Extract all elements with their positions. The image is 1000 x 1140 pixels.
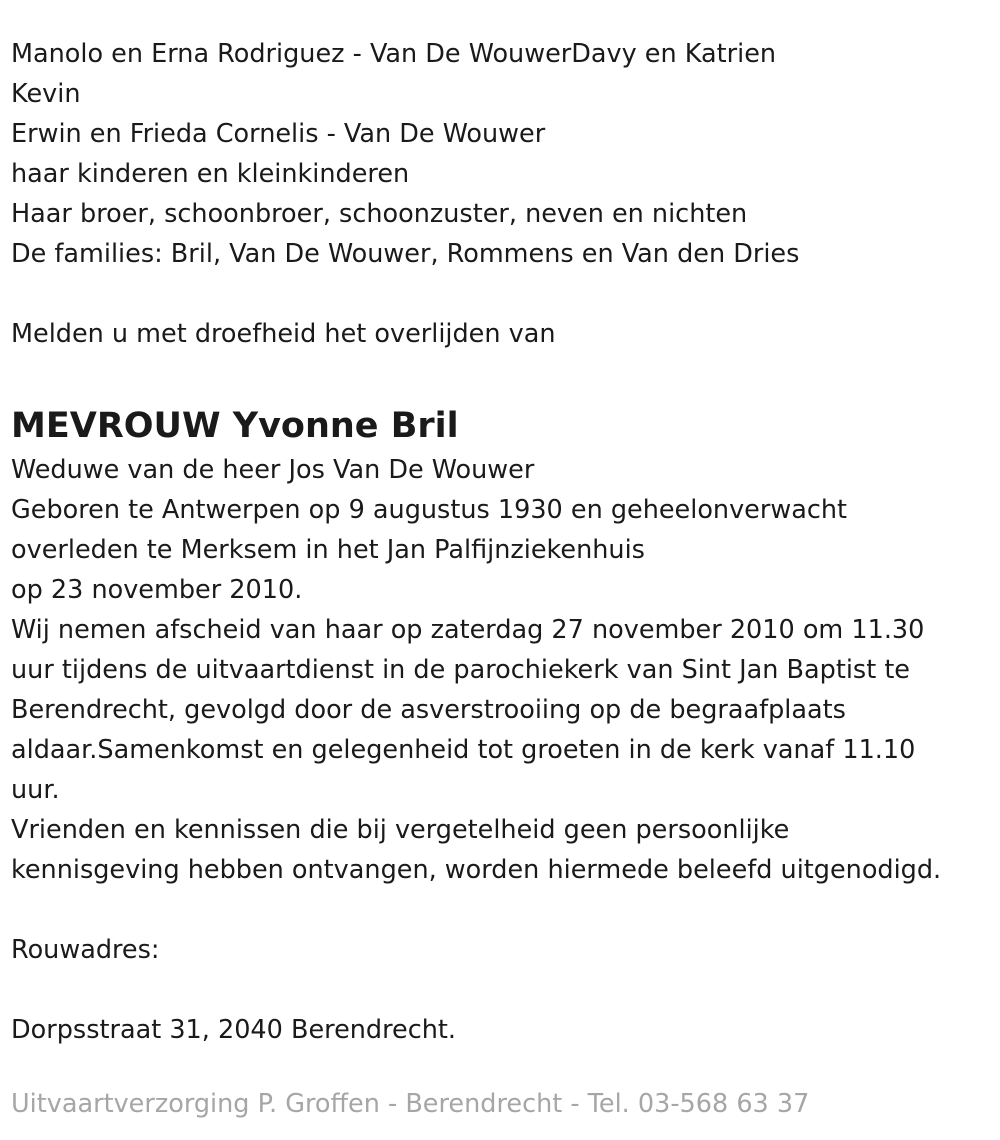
details-line: aldaar.Samenkomst en gelegenheid tot groeten in de kerk vanaf 11.10: [11, 735, 916, 765]
details-line: kennisgeving hebben ontvangen, worden hiermede beleefd uitgenodigd.: [11, 855, 942, 885]
deceased-name: MEVROUW Yvonne Bril: [11, 406, 459, 446]
family-line: Erwin en Frieda Cornelis - Van De Wouwer: [11, 119, 546, 149]
details-line: Berendrecht, gevolgd door de asverstrooiing op de begraafplaats: [11, 695, 846, 725]
family-line: Haar broer, schoonbroer, schoonzuster, neven en nichten: [11, 199, 748, 229]
details-line: uur.: [11, 775, 60, 805]
details-line: Geboren te Antwerpen op 9 augustus 1930 en geheelonverwacht: [11, 495, 848, 525]
details-line: op 23 november 2010.: [11, 575, 303, 605]
details-line: Wij nemen afscheid van haar op zaterdag 27 november 2010 om 11.30: [11, 615, 925, 645]
family-line: haar kinderen en kleinkinderen: [11, 159, 410, 189]
announcement-text: Melden u met droefheid het overlijden van: [11, 319, 556, 349]
family-line: De families: Bril, Van De Wouwer, Rommens en Van den Dries: [11, 239, 800, 269]
family-line: Manolo en Erna Rodriguez - Van De WouwerDavy en Katrien: [11, 39, 777, 69]
family-list: [11, 34, 991, 274]
spacer: [11, 274, 991, 314]
details-line: Weduwe van de heer Jos Van De Wouwer: [11, 455, 535, 485]
details-block: [11, 450, 991, 890]
obituary-notice: [11, 34, 991, 1050]
spacer: [11, 890, 991, 930]
spacer: [11, 354, 991, 402]
family-line: Kevin: [11, 79, 81, 109]
details-line: Vrienden en kennissen die bij vergetelheid geen persoonlijke: [11, 815, 790, 845]
address-label: Rouwadres:: [11, 935, 160, 965]
details-line: uur tijdens de uitvaartdienst in de parochiekerk van Sint Jan Baptist te: [11, 655, 910, 685]
funeral-home-footer: Uitvaartverzorging P. Groffen - Berendrecht - Tel. 03-568 63 37: [11, 1089, 810, 1119]
spacer: [11, 970, 991, 1010]
address-text: Dorpsstraat 31, 2040 Berendrecht.: [11, 1015, 457, 1045]
details-line: overleden te Merksem in het Jan Palfijnziekenhuis: [11, 535, 645, 565]
